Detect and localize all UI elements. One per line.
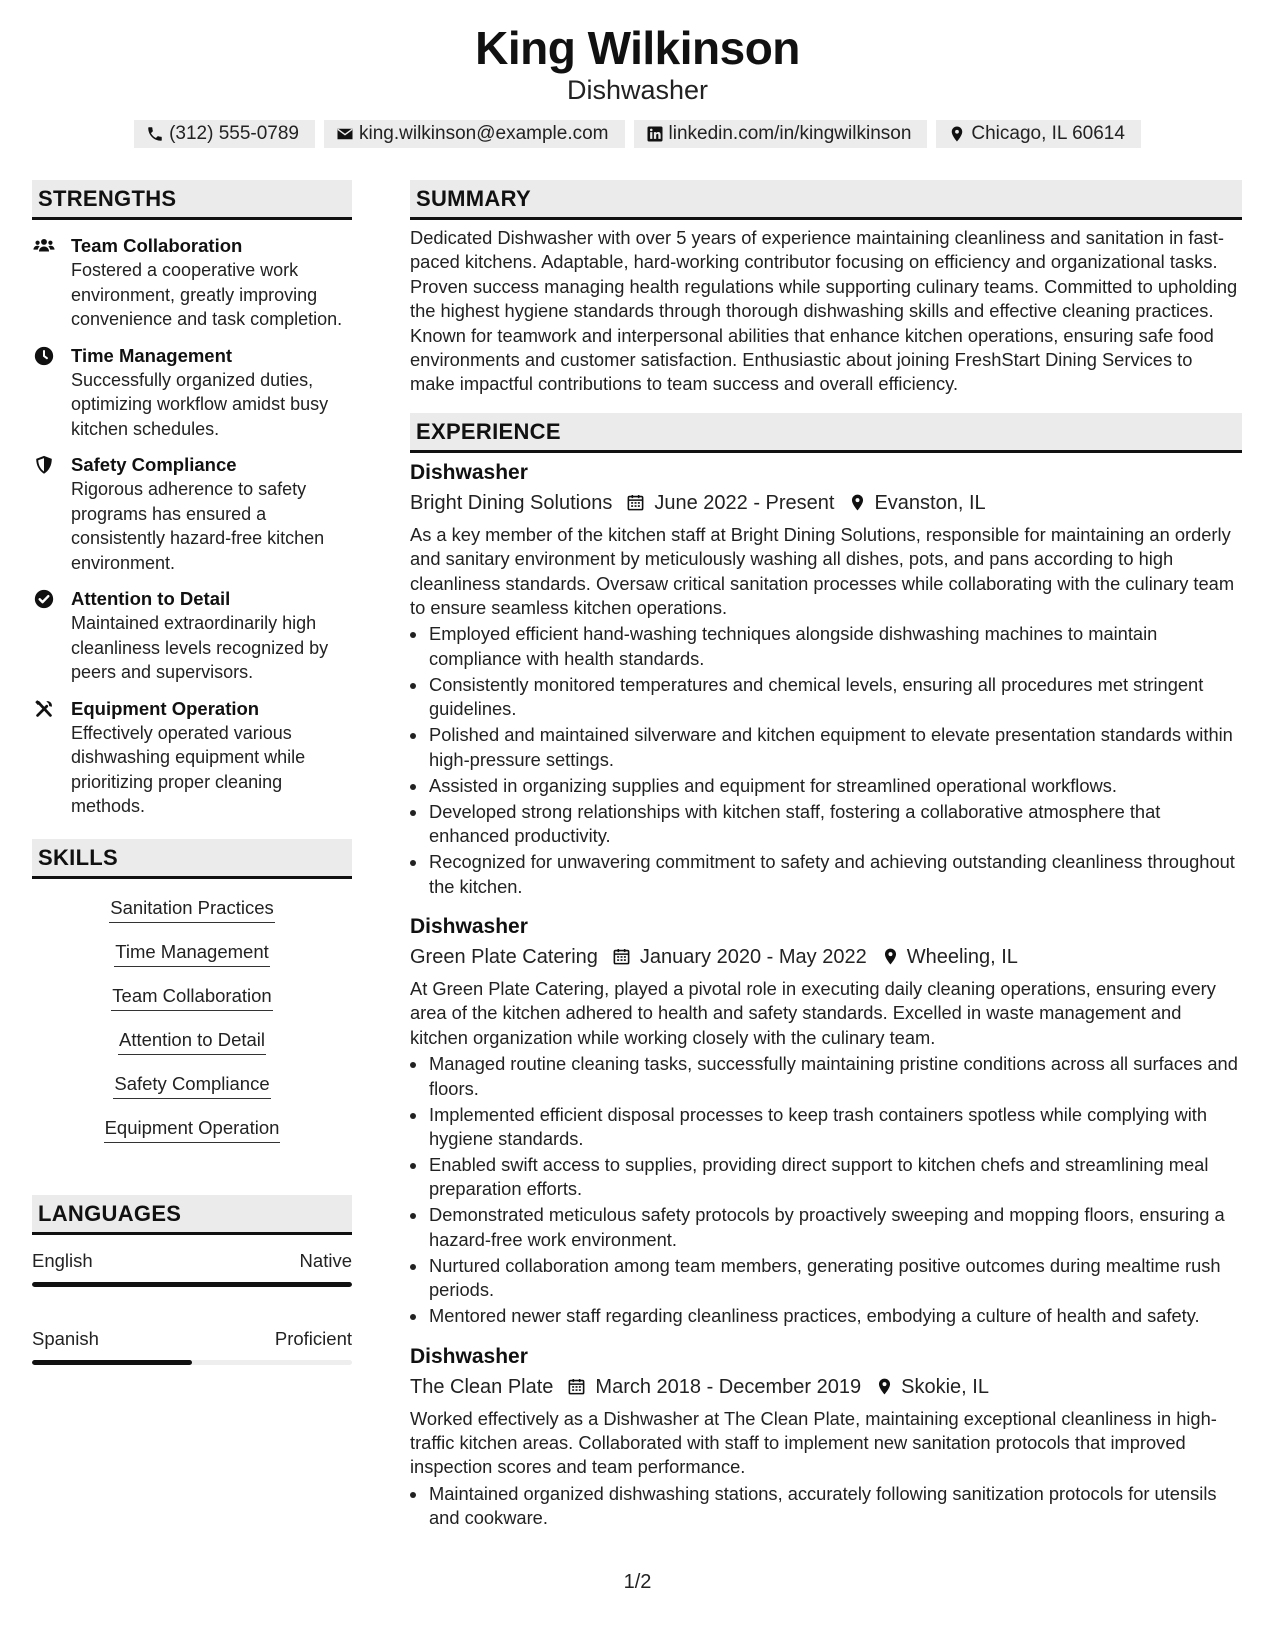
map-marker-icon	[881, 947, 900, 966]
job-bullets	[410, 622, 1242, 898]
job-title: Dishwasher	[410, 914, 528, 938]
language-name: English	[32, 1249, 93, 1271]
job-location: Wheeling, IL	[906, 945, 1018, 968]
job-entry	[410, 913, 1242, 1329]
contact-bar	[0, 120, 1275, 148]
job-bullet: • Consistently monitored temperatures and chemical levels, ensuring all procedures met stringent guidelines.	[428, 673, 1242, 722]
job-bullet: • Recognized for unwavering commitment to safety and achieving outstanding cleanliness throughout the kitchen.	[428, 850, 1242, 899]
job-description: As a key member of the kitchen staff at Bright Dining Solutions, responsible for maintaining an orderly and sanitary environment by meticulously washing all dishes, pots, and pans according to high cleanliness standards. Oversaw critical sanitation processes while collaborating with the culinary team to ensure seamless kitchen operations.	[410, 523, 1235, 619]
skill-item: Safety Compliance	[113, 1071, 270, 1099]
skills-heading: SKILLS	[32, 839, 352, 879]
job-bullets	[410, 1482, 1242, 1531]
strength-item	[32, 697, 352, 819]
job-bullet: • Implemented efficient disposal processes to keep trash containers spotless while complying with hygiene standards.	[428, 1103, 1242, 1152]
language-item	[32, 1327, 352, 1365]
strength-title: Team Collaboration	[71, 235, 243, 256]
strength-title: Safety Compliance	[71, 454, 237, 475]
contact-email[interactable]	[324, 120, 625, 148]
languages-list	[32, 1249, 352, 1365]
job-title: Dishwasher	[410, 1344, 528, 1368]
job-meta	[410, 488, 1242, 518]
job-location: Skokie, IL	[901, 1375, 989, 1398]
envelope-icon	[336, 125, 354, 143]
strength-desc: Fostered a cooperative work environment, greatly improving convenience and task completion.	[71, 260, 343, 329]
strength-title: Time Management	[71, 344, 233, 366]
strength-item	[32, 453, 352, 575]
shield-icon	[33, 454, 55, 476]
language-level: Native	[299, 1249, 352, 1271]
language-name: Spanish	[32, 1327, 99, 1349]
strength-title: Attention to Detail	[71, 588, 231, 609]
linkedin-icon	[646, 125, 664, 143]
left-column	[32, 180, 352, 1387]
job-company: Green Plate Catering	[410, 945, 598, 968]
users-icon	[33, 235, 55, 257]
map-marker-icon	[948, 125, 966, 143]
language-bar-fill	[32, 1360, 192, 1365]
candidate-name: King Wilkinson	[475, 22, 800, 74]
contact-phone[interactable]	[134, 120, 315, 148]
skills-list	[32, 895, 352, 1159]
language-bar	[32, 1282, 352, 1287]
job-bullet: • Demonstrated meticulous safety protocols by proactively sweeping and mopping floors, ensuring a hazard-free work environment.	[428, 1203, 1242, 1252]
check-circle-icon	[33, 588, 55, 610]
strength-desc: Maintained extraordinarily high cleanliness levels recognized by peers and supervisors.	[71, 613, 329, 682]
right-column	[410, 180, 1242, 1545]
job-title: Dishwasher	[410, 460, 528, 484]
strength-title: Equipment Operation	[71, 697, 260, 719]
job-meta	[410, 942, 1242, 972]
summary-text: Dedicated Dishwasher with over 5 years of experience maintaining cleanliness and sanitation in fast-paced kitchens. Adaptable, hard-working contributor focusing on efficiency and organizational tasks. Proven success managing health regulations while supporting culinary teams. Committed to upholding the highest hygiene standards through thorough dishwashing skills and effective cleaning practices. Known for teamwork and interpersonal abilities that enhance kitchen operations, ensuring safe food environments and customer satisfaction. Enthusiastic about joining FreshStart Dining Services to make impactful contributions to team success and overall efficiency.	[410, 227, 1238, 395]
resume-header	[0, 20, 1275, 148]
map-marker-icon	[848, 493, 867, 512]
job-description: Worked effectively as a Dishwasher at The Clean Plate, maintaining exceptional cleanliness in high-traffic kitchen areas. Collaborated with staff to implement new sanitation protocols that improved inspection scores and team performance.	[410, 1407, 1217, 1478]
job-dates: March 2018 - December 2019	[595, 1375, 862, 1398]
contact-email-text: king.wilkinson@example.com	[359, 123, 609, 144]
languages-heading: LANGUAGES	[32, 1195, 352, 1235]
calendar-icon	[567, 1377, 586, 1396]
skill-item: Attention to Detail	[118, 1027, 266, 1055]
job-bullet: • Enabled swift access to supplies, providing direct support to kitchen chefs and streamlining meal preparation efforts.	[428, 1153, 1242, 1202]
job-bullet: • Managed routine cleaning tasks, successfully maintaining pristine conditions across all surfaces and floors.	[428, 1052, 1242, 1101]
job-bullet: • Assisted in organizing supplies and equipment for streamlined operational workflows.	[428, 774, 1242, 798]
job-bullet: • Nurtured collaboration among team members, generating positive outcomes during mealtime rush periods.	[428, 1254, 1242, 1303]
contact-location-text: Chicago, IL 60614	[971, 123, 1125, 144]
summary-heading: SUMMARY	[410, 180, 1242, 220]
strength-item	[32, 234, 352, 332]
strengths-heading: STRENGTHS	[32, 180, 352, 220]
phone-icon	[146, 125, 164, 143]
map-marker-icon	[875, 1377, 894, 1396]
strength-item	[32, 587, 352, 685]
candidate-title: Dishwasher	[566, 75, 709, 105]
language-item	[32, 1249, 352, 1287]
strength-desc: Rigorous adherence to safety programs has ensured a consistently hazard-free kitchen environment.	[71, 479, 325, 573]
job-bullet: • Employed efficient hand-washing techniques alongside dishwashing machines to maintain compliance with health standards.	[428, 622, 1242, 671]
strength-item	[32, 344, 352, 442]
job-bullet: • Polished and maintained silverware and kitchen equipment to elevate presentation standards within high-pressure settings.	[428, 723, 1242, 772]
skill-item: Equipment Operation	[104, 1115, 281, 1143]
calendar-icon	[626, 493, 645, 512]
skill-item: Time Management	[114, 939, 270, 967]
skill-item: Team Collaboration	[111, 983, 272, 1011]
strengths-list	[32, 234, 352, 819]
language-level: Proficient	[274, 1327, 352, 1349]
strength-desc: Successfully organized duties, optimizing workflow amidst busy kitchen schedules.	[71, 369, 329, 439]
calendar-icon	[612, 947, 631, 966]
contact-linkedin[interactable]	[634, 120, 928, 148]
job-description: At Green Plate Catering, played a pivotal role in executing daily cleaning operations, ensuring every area of the kitchen adhered to health and safety standards. Excelled in waste management and kitchen organization while working closely with the culinary team.	[410, 977, 1216, 1048]
strength-desc: Effectively operated various dishwashing equipment while prioritizing proper cleaning methods.	[71, 722, 306, 816]
job-entry	[410, 459, 1242, 899]
clock-icon	[33, 345, 55, 367]
job-company: The Clean Plate	[410, 1375, 554, 1398]
job-dates: January 2020 - May 2022	[639, 945, 867, 968]
language-bar-fill	[32, 1282, 352, 1287]
job-bullets	[410, 1052, 1242, 1328]
page-number: 1/2	[623, 1571, 652, 1593]
contact-phone-text: (312) 555-0789	[169, 123, 299, 144]
job-bullet: • Maintained organized dishwashing stations, accurately following sanitization protocols for utensils and cookware.	[428, 1482, 1242, 1531]
tools-icon	[33, 698, 55, 720]
contact-linkedin-text: linkedin.com/in/kingwilkinson	[668, 123, 912, 144]
skill-item: Sanitation Practices	[109, 895, 275, 923]
job-bullet: • Developed strong relationships with kitchen staff, fostering a collaborative atmosphere that enhanced productivity.	[428, 800, 1242, 849]
job-location: Evanston, IL	[874, 491, 986, 514]
contact-location[interactable]	[936, 120, 1141, 148]
job-meta	[410, 1372, 1242, 1402]
experience-heading: EXPERIENCE	[410, 413, 1242, 453]
job-bullet: • Mentored newer staff regarding cleanliness practices, embodying a culture of health and safety.	[428, 1304, 1242, 1328]
job-dates: June 2022 - Present	[654, 491, 835, 514]
language-bar	[32, 1360, 352, 1365]
job-entry	[410, 1343, 1242, 1531]
job-company: Bright Dining Solutions	[410, 491, 613, 514]
